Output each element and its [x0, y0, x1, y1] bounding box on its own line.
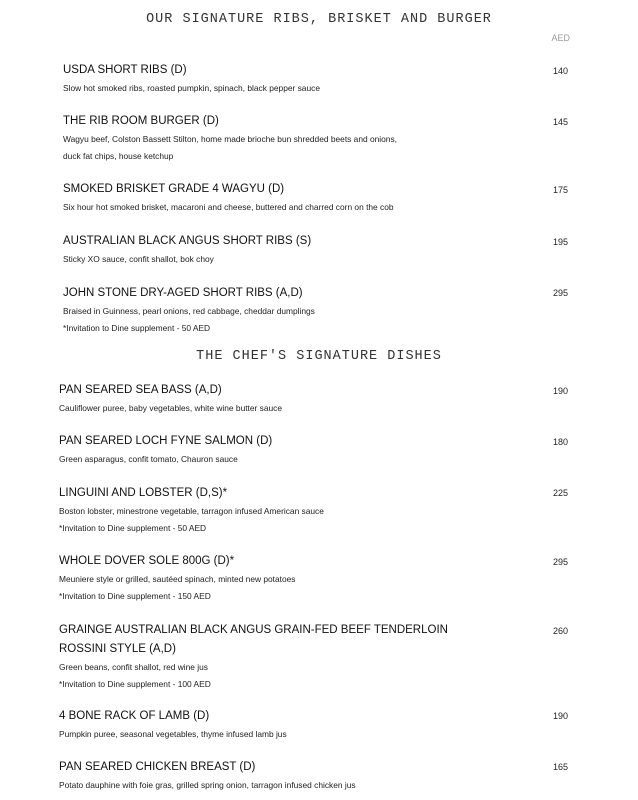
- item-description-cont: duck fat chips, house ketchup: [63, 151, 174, 161]
- item-supplement: *Invitation to Dine supplement - 100 AED: [59, 679, 211, 689]
- item-supplement: *Invitation to Dine supplement - 50 AED: [59, 523, 207, 533]
- menu-item-john-stone-short-ribs: [63, 284, 463, 337]
- menu-item-rib-room-burger: [63, 112, 463, 165]
- item-name: JOHN STONE DRY-AGED SHORT RIBS (A,D): [63, 287, 303, 299]
- item-price: 295: [552, 557, 568, 567]
- item-supplement: *Invitation to Dine supplement - 150 AED: [59, 591, 211, 601]
- item-name: SMOKED BRISKET GRADE 4 WAGYU (D): [63, 183, 285, 195]
- menu-item-smoked-brisket: [63, 180, 463, 216]
- section-title-ribs: OUR SIGNATURE RIBS, BRISKET AND BURGER: [146, 12, 492, 27]
- item-name: LINGUINI AND LOBSTER (D,S)*: [59, 487, 228, 499]
- item-name: AUSTRALIAN BLACK ANGUS SHORT RIBS (S): [63, 235, 312, 247]
- menu-item-loch-fyne-salmon: [59, 432, 459, 468]
- menu-item-sea-bass: [59, 381, 459, 417]
- item-description: Braised in Guinness, pearl onions, red cabbage, cheddar dumplings: [63, 306, 315, 316]
- item-supplement: *Invitation to Dine supplement - 50 AED: [63, 323, 211, 333]
- item-name: GRAINGE AUSTRALIAN BLACK ANGUS GRAIN-FED BEEF TENDERLOIN: [59, 624, 448, 636]
- item-price: 225: [552, 488, 568, 498]
- item-price: 190: [552, 386, 568, 396]
- item-name: PAN SEARED LOCH FYNE SALMON (D): [59, 435, 273, 447]
- item-description: Wagyu beef, Colston Bassett Stilton, home made brioche bun shredded beets and onions,: [63, 134, 397, 144]
- item-name: PAN SEARED CHICKEN BREAST (D): [59, 761, 256, 773]
- item-price: 260: [552, 626, 568, 636]
- menu-item-rack-of-lamb: [59, 707, 459, 743]
- item-name: USDA SHORT RIBS (D): [63, 64, 187, 76]
- item-description: Slow hot smoked ribs, roasted pumpkin, spinach, black pepper sauce: [63, 83, 320, 93]
- item-price: 295: [552, 288, 568, 298]
- item-price: 165: [552, 762, 568, 772]
- currency-label: AED: [551, 33, 570, 43]
- item-description: Green beans, confit shallot, red wine jus: [59, 662, 208, 672]
- item-description: Potato dauphine with foie gras, grilled spring onion, tarragon infused chicken jus: [59, 780, 356, 790]
- item-price: 195: [552, 237, 568, 247]
- menu-item-dover-sole: [59, 552, 459, 605]
- item-description: Pumpkin puree, seasonal vegetables, thyme infused lamb jus: [59, 729, 287, 739]
- item-name: 4 BONE RACK OF LAMB (D): [59, 710, 210, 722]
- item-name-cont: ROSSINI STYLE (A,D): [59, 643, 176, 655]
- menu-item-chicken-breast: [59, 758, 459, 794]
- item-price: 145: [552, 117, 568, 127]
- item-name: WHOLE DOVER SOLE 800G (D)*: [59, 555, 235, 567]
- menu-item-beef-tenderloin: [59, 621, 459, 693]
- item-name: THE RIB ROOM BURGER (D): [63, 115, 219, 127]
- item-description: Cauliflower puree, baby vegetables, white wine butter sauce: [59, 403, 282, 413]
- item-description: Green asparagus, confit tomato, Chauron sauce: [59, 454, 238, 464]
- item-price: 140: [552, 66, 568, 76]
- item-description: Meuniere style or grilled, sautéed spinach, minted new potatoes: [59, 574, 296, 584]
- section-title-chef-signature: THE CHEF'S SIGNATURE DISHES: [196, 349, 442, 364]
- item-name: PAN SEARED SEA BASS (A,D): [59, 384, 222, 396]
- item-description: Sticky XO sauce, confit shallot, bok choy: [63, 254, 214, 264]
- menu-item-usda-short-ribs: [63, 61, 463, 97]
- item-price: 180: [552, 437, 568, 447]
- menu-item-linguini-lobster: [59, 484, 459, 537]
- item-price: 175: [552, 185, 568, 195]
- menu-item-australian-short-ribs: [63, 232, 463, 268]
- item-price: 190: [552, 711, 568, 721]
- item-description: Boston lobster, minestrone vegetable, tarragon infused American sauce: [59, 506, 324, 516]
- item-description: Six hour hot smoked brisket, macaroni and cheese, buttered and charred corn on the cob: [63, 202, 394, 212]
